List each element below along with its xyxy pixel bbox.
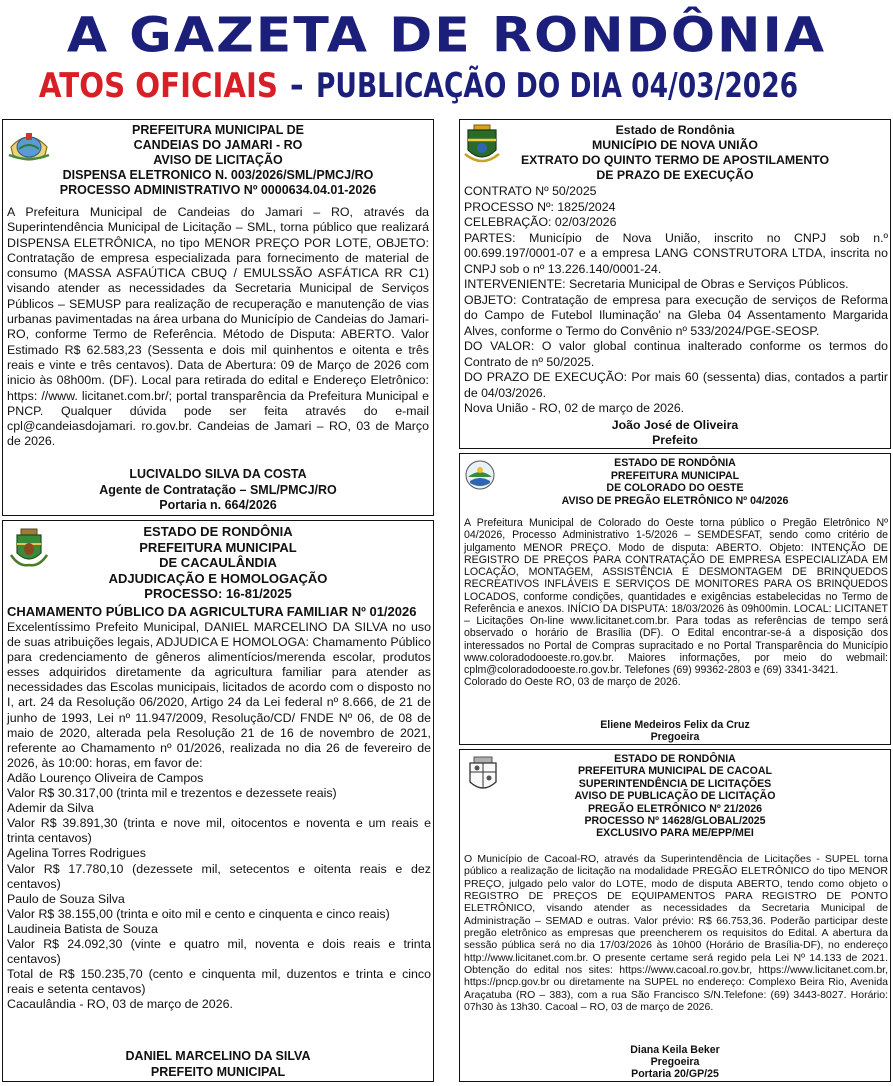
masthead-subtitle [0, 66, 893, 106]
notice-signature [3, 467, 433, 514]
notice-body [7, 620, 431, 1012]
header-line: DE PRAZO DE EXECUÇÃO [596, 168, 754, 182]
header-line: DE CACAULÂNDIA [159, 555, 277, 570]
notice-text: A Prefeitura Municipal de Colorado do Oeste torna público o Pregão Eletrônico Nº 04/2026, Processo Administrativo 1-5/2026 – SEMDESFAT, sendo como critério de julgamento MENOR PREÇO. Modo de disputa: ABERTO. Objeto: INTENÇÃO DE REGISTRO DE PREÇOS PARA CONTRATAÇÃO DE EMPRESA ESPECIALIZADA EM LOCAÇÃO, MONTAGEM, ASSISTÊNCIA E DESMONTAGEM DE BRINQUEDOS RECREATIVOS INFLÁVEIS E SERVIÇOS DE MONITORES PARA OS BRINQUEDOS LOCADOS, conforme condições, quantidades e exigências estabelecidas no Termo de Referência e anexos. INÍCIO DA DISPUTA: 18/03/2026 às 09h00min. LOCAL: LICITANET – Licitações On-line www.licitanet.com.br. Para todas as referências de tempo será observado o horário de Brasília (DF). O Edital encontrar-se-á a disposição dos interessados no Portal de Compras supracitado e no Portal Transparência do Município www.coloradodooeste.ro.gov.br. Maiores informações, por meio do webmail: cplm@coloradodooeste.ro.gov.br. Telefones (69) 99362-2803 e (69) 3341-3421. [464, 517, 888, 676]
signatory-role: Agente de Contratação – SML/PMCJ/RO [99, 482, 337, 497]
beneficiary-name: Adão Lourenço Oliveira de Campos [7, 770, 204, 785]
execution-term: DO PRAZO DE EXECUÇÃO: Por mais 60 (sessenta) dias, contados a partir de 04/03/2026. [464, 370, 888, 400]
chamamento-title: CHAMAMENTO PÚBLICO DA AGRICULTURA FAMILIAR Nº 01/2026 [7, 604, 417, 619]
beneficiary-value: Valor R$ 30.317,00 (trinta mil e trezentos e dezessete reais) [7, 786, 337, 801]
newspaper-title: A GAZETA DE RONDÔNIA [66, 8, 827, 64]
signatory-name: João José de Oliveira [611, 418, 739, 432]
header-line: PROCESSO: 16-81/2025 [144, 586, 292, 601]
publication-date-label: PUBLICAÇÃO DO DIA 04/03/2026 [315, 66, 798, 106]
header-line: ESTADO DE RONDÔNIA [614, 753, 736, 765]
notice-header [3, 123, 433, 198]
header-line: AVISO DE LICITAÇÃO [153, 153, 283, 167]
notice-header [460, 457, 890, 507]
beneficiary-value: Valor R$ 39.891,30 (trinta e nove mil, oitocentos e noventa e um reais e trinta centavos) [7, 816, 431, 846]
notice-signature [460, 1044, 890, 1081]
header-line: PREGÃO ELETRÔNICO Nº 21/2026 [587, 802, 762, 815]
signatory-role: Pregoeira [650, 1056, 700, 1069]
notice-header [3, 524, 433, 602]
contract-number: CONTRATO Nº 50/2025 [464, 184, 597, 198]
signatory-name: Eliene Medeiros Felix da Cruz [600, 719, 750, 731]
notice-body [464, 517, 888, 689]
place-date: Nova União - RO, 02 de março de 2026. [464, 401, 685, 415]
notice-signature [460, 418, 890, 448]
celebration-date: CELEBRAÇÃO: 02/03/2026 [464, 215, 617, 229]
header-line: PREFEITURA MUNICIPAL DE [132, 123, 304, 137]
contract-object: OBJETO: Contratação de empresa para execução de serviços de Reforma do Campo de Futebol Iluminação' na Gleba 04 Assentamento Margarida Alves, conforme o Termo do Convênio nº 533/2024/PGE-SEOSP. [464, 292, 888, 338]
notice-signature [3, 1049, 433, 1080]
notice-colorado [459, 453, 891, 745]
header-line: CANDEIAS DO JAMARI - RO [133, 138, 303, 152]
header-line: PREFEITURA MUNICIPAL [610, 469, 740, 482]
masthead [0, 0, 893, 115]
total-value: Total de R$ 150.235,70 (cento e cinquenta mil, duzentos e trinta e cinco reais e setenta centavos) [7, 967, 431, 997]
signatory-role: PREFEITO MUNICIPAL [150, 1064, 286, 1079]
notice-nova-uniao [459, 119, 891, 449]
notice-cacaulandia [2, 520, 434, 1082]
signatory-name: Diana Keila Beker [630, 1044, 720, 1056]
place-date: Colorado do Oeste RO, 03 de março de 2026. [464, 676, 681, 689]
header-line: MUNICÍPIO DE NOVA UNIÃO [591, 138, 758, 152]
notice-header [460, 123, 890, 183]
parties: PARTES: Município de Nova União, inscrito no CNPJ sob n.º 00.699.197/0001-07 e a empresa LANG CONSTRUTORA LTDA, inscrita no CNPJ sob o nº 13.226.140/0001-24. [464, 230, 888, 276]
beneficiary-value: Valor R$ 17.780,10 (dezessete mil, setecentos e oitenta reais e dez centavos) [7, 861, 431, 891]
signatory-role: Prefeito [652, 433, 698, 447]
notice-body [464, 184, 888, 417]
header-line: PROCESSO ADMINISTRATIVO Nº 0000634.04.01-2026 [59, 183, 377, 197]
signatory-name: DANIEL MARCELINO DA SILVA [125, 1049, 311, 1063]
header-line: EXCLUSIVO PARA ME/EPP/MEI [596, 827, 754, 840]
header-line: ESTADO DE RONDÔNIA [614, 457, 736, 469]
header-line: ESTADO DE RONDÔNIA [143, 524, 293, 539]
beneficiary-name: Paulo de Souza Silva [7, 891, 125, 906]
header-line: AVISO DE PREGÃO ELETRÔNICO Nº 04/2026 [561, 494, 789, 507]
notice-candeias [2, 119, 434, 516]
subtitle-separator: - [277, 66, 316, 106]
notice-signature [460, 719, 890, 744]
beneficiary-name: Laudineia Batista de Souza [7, 921, 158, 936]
beneficiary-name: Agelina Torres Rodrigues [7, 846, 146, 861]
signatory-ordinance: Portaria n. 664/2026 [159, 498, 277, 513]
signatory-ordinance: Portaria 20/GP/25 [631, 1068, 719, 1081]
section-label: ATOS OFICIAIS [38, 66, 278, 106]
header-line: PROCESSO Nº 14628/GLOBAL/2025 [584, 815, 766, 828]
header-line: EXTRATO DO QUINTO TERMO DE APOSTILAMENTO [520, 153, 830, 167]
header-line: DE COLORADO DO OESTE [606, 482, 744, 495]
notice-cacoal [459, 749, 891, 1082]
signatory-role: Pregoeira [650, 731, 700, 744]
contract-value: DO VALOR: O valor global continua inalterado conforme os termos do Contrato de nº 50/2025. [464, 339, 888, 369]
beneficiary-name: Ademir da Silva [7, 801, 94, 816]
process-number: PROCESSO Nº: 1825/2024 [464, 199, 616, 214]
header-line: Estado de Rondônia [615, 123, 735, 137]
header-line: AVISO DE PUBLICAÇÃO DE LICITAÇÃO [574, 790, 776, 803]
header-line: PREFEITURA MUNICIPAL [139, 539, 297, 555]
beneficiary-value: Valor R$ 38.155,00 (trinta e oito mil e cento e cinquenta e cinco reais) [7, 906, 390, 921]
notice-header [460, 753, 890, 840]
notice-body: A Prefeitura Municipal de Candeias do Jamari – RO, através da Superintendência Municipal de Licitação – SML, torna público que realizará DISPENSA ELETRÔNICA, no tipo MENOR PREÇO POR LOTE, OBJETO: Contratação de empresa especializada para fornecimento de material de consumo (MASSA ASFAÚTICA CBUQ / EMULSSÃO ASFÁTICA RR C1) visando atender as necessidades da Secretaria Municipal de Serviços Públicos – SEMUSP para realização de recuperação e manutenção de vias urbanas pavimentadas na área urbana do Município de Candeias do Jamari-RO, conforme Termo de Referência. Método de Disputa: ABERTO. Valor Estimado R$ 62.583,23 (Sessenta e dois mil quinhentos e oitenta e três reais e vinte e três centavos). Data de Abertura: 09 de Março de 2026 com inicio às 08h00m. (DF). Local para retirada do edital e Endereço Eletrônico: https: //www. licitanet.com.br/; portal transparência da Prefeitura Municipal e PNCP. Qualquer dúvida pode ser feita através do e-mail cpl@candeiasdojamari. ro.gov.br. Candeias de Jamari – RO, 03 de Março de 2026. [7, 205, 429, 449]
notice-intro: Excelentíssimo Prefeito Municipal, DANIEL MARCELINO DA SILVA no uso de suas atribuições legais, ADJUDICA E HOMOLOGA: Chamamento Público para credenciamento de gêneros alimentícios/merenda escolar, produtos esses adquiridos diretamente da agricultura familiar para atender as necessidades das Escolas municipais, licitados de acordo com o disposto no I, art. 24 da Resolução 06/2020, Artigo 24 da Lei federal nº 8.666, de 21 de junho de 1993, Lei nº 11.947/2009, Resolução/CD/ FNDE Nº 06, de 08 de maio de 2020, alterada pela Resolução 21 de 16 de novembro de 2021, referente ao Chamamento nº 01/2026, realizada no dia 26 de fevereiro de 2026, às 10:00: horas, em favor de: [7, 620, 431, 770]
notice-body: O Município de Cacoal-RO, através da Superintendência de Licitações - SUPEL torna público a realização de licitação na modalidade PREGÃO ELETRÔNICO do tipo MENOR PREÇO, julgado pelo valor do LOTE, modo de disputa ABERTO, tendo como objeto o REGISTRO DE PREÇOS DE EQUIPAMENTOS PARA REGISTRO DE PONTO ELETRÔNICO, visando atender as necessidades da Secretaria Municipal de Administração – SEMAD e outras. Valor prévio: R$ 66.753,36. Poderão participar deste pregão eletrônico as empresas que preencherem os requisitos do Edital. A abertura da sessão pública será no dia 17/03/2026 às 10h00 (Horário de Brasília-DF), no endereço http://www.licitanet.com.br. O presente certame será regido pela Lei Nº 14.133 de 2021. Obtenção do edital nos sites: https://www.cacoal.ro.gov.br, https://www.licitanet.com.br, https://pncp.gov.br ou diretamente na SUPEL no endereço: Complexo Beira Rio, Avenida Araçatuba (RO – 383), com a rua São Francisco S/N.Telefone: (69) 3443-8027. Horário: 07h30 às 13h30. Cacoal – RO, 03 de março de 2026. [464, 853, 888, 1014]
place-date: Cacaulândia - RO, 03 de março de 2026. [7, 997, 233, 1012]
header-line: PREFEITURA MUNICIPAL DE CACOAL [577, 765, 773, 778]
signatory-name: LUCIVALDO SILVA DA COSTA [129, 467, 307, 481]
beneficiary-value: Valor R$ 24.092,30 (vinte e quatro mil, noventa e dois reais e trinta centavos) [7, 936, 431, 967]
header-line: SUPERINTENDÊNCIA DE LICITAÇÕES [578, 777, 772, 790]
header-line: ADJUDICAÇÃO E HOMOLOGAÇÃO [108, 570, 328, 586]
header-line: DISPENSA ELETRONICO N. 003/2026/SML/PMCJ/RO [62, 168, 374, 182]
intervening-party: INTERVENIENTE: Secretaria Municipal de Obras e Serviços Públicos. [464, 277, 849, 291]
